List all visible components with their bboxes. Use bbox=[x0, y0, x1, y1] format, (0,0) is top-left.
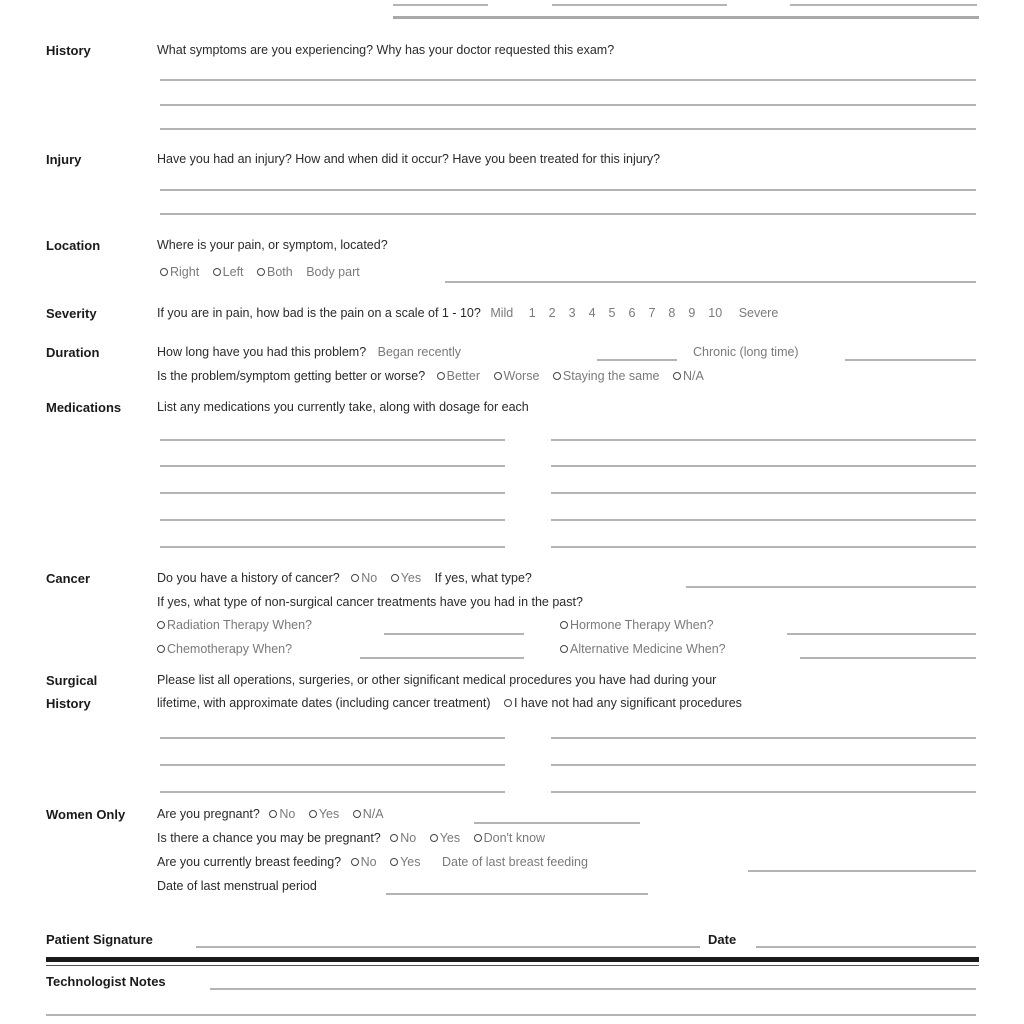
surg-left-line-2[interactable] bbox=[160, 764, 505, 766]
cancer-type-line[interactable] bbox=[686, 586, 976, 588]
radio-circle-icon bbox=[391, 574, 399, 582]
chance-yes-option[interactable]: Yes bbox=[430, 831, 460, 845]
radio-circle-icon bbox=[390, 858, 398, 866]
radiation-line[interactable] bbox=[384, 633, 524, 635]
severity-8[interactable]: 8 bbox=[668, 306, 676, 320]
duration-question bbox=[157, 345, 461, 359]
trend-na-option[interactable]: N/A bbox=[673, 369, 704, 383]
breastfeeding-date-line[interactable] bbox=[748, 870, 976, 872]
cancer-no-option[interactable]: No bbox=[351, 571, 377, 585]
no-procedures-option[interactable]: I have not had any significant procedures bbox=[504, 696, 742, 710]
breastfeeding-no-option[interactable]: No bbox=[351, 855, 377, 869]
radio-circle-icon bbox=[351, 858, 359, 866]
surg-right-line-1[interactable] bbox=[551, 737, 976, 739]
surgical-line-2-text: lifetime, with approximate dates (including cancer treatment) bbox=[157, 696, 491, 710]
section-divider-thin bbox=[46, 965, 979, 966]
breastfeeding-question: Are you currently breast feeding? bbox=[157, 855, 342, 869]
breastfeeding-yes-option[interactable]: Yes bbox=[390, 855, 420, 869]
location-both-option[interactable]: Both bbox=[257, 265, 293, 279]
hormone-option[interactable]: Hormone Therapy When? bbox=[560, 618, 714, 632]
body-part-line[interactable] bbox=[445, 281, 976, 283]
radio-circle-icon bbox=[269, 810, 277, 818]
chance-question: Is there a chance you may be pregnant? bbox=[157, 831, 381, 845]
chance-dontknow-option[interactable]: Don't know bbox=[474, 831, 545, 845]
radio-circle-icon bbox=[351, 574, 359, 582]
med-right-line-2[interactable] bbox=[551, 465, 976, 467]
chronic-line[interactable] bbox=[845, 359, 976, 361]
cancer-yes-option[interactable]: Yes bbox=[391, 571, 421, 585]
cancer-treatments-question: If yes, what type of non-surgical cancer treatments have you had in the past? bbox=[157, 595, 583, 609]
med-left-line-5[interactable] bbox=[160, 546, 505, 548]
radio-circle-icon bbox=[560, 621, 568, 629]
top-field-line-1[interactable] bbox=[393, 4, 488, 6]
history-label: History bbox=[46, 43, 91, 58]
chronic-label: Chronic (long time) bbox=[693, 345, 799, 359]
severity-5[interactable]: 5 bbox=[608, 306, 616, 320]
trend-question: Is the problem/symptom getting better or worse? bbox=[157, 369, 426, 383]
menstrual-label: Date of last menstrual period bbox=[157, 879, 317, 893]
duration-question-text: How long have you had this problem? bbox=[157, 345, 367, 359]
severity-6[interactable]: 6 bbox=[628, 306, 636, 320]
radio-circle-icon bbox=[560, 645, 568, 653]
pregnant-question: Are you pregnant? bbox=[157, 807, 260, 821]
med-left-line-4[interactable] bbox=[160, 519, 505, 521]
medications-label: Medications bbox=[46, 400, 122, 415]
radiation-option[interactable]: Radiation Therapy When? bbox=[157, 618, 312, 632]
severity-question-text: If you are in pain, how bad is the pain on a scale of 1 - 10? bbox=[157, 306, 481, 320]
radio-circle-icon bbox=[430, 834, 438, 842]
severity-max-label: Severe bbox=[738, 306, 779, 320]
radio-circle-icon bbox=[157, 645, 165, 653]
chemo-option[interactable]: Chemotherapy When? bbox=[157, 642, 292, 656]
pregnant-line[interactable] bbox=[474, 822, 640, 824]
alternative-option[interactable]: Alternative Medicine When? bbox=[560, 642, 726, 656]
trend-same-option[interactable]: Staying the same bbox=[553, 369, 660, 383]
severity-scale bbox=[529, 306, 739, 320]
location-label: Location bbox=[46, 238, 101, 253]
trend-better-option[interactable]: Better bbox=[437, 369, 480, 383]
technologist-notes-line-1[interactable] bbox=[210, 988, 976, 990]
radio-circle-icon bbox=[213, 268, 221, 276]
location-options bbox=[160, 265, 360, 279]
med-left-line-3[interactable] bbox=[160, 492, 505, 494]
hormone-line[interactable] bbox=[787, 633, 976, 635]
surg-left-line-1[interactable] bbox=[160, 737, 505, 739]
surgical-line-2-row bbox=[157, 696, 742, 710]
radio-circle-icon bbox=[390, 834, 398, 842]
history-question: What symptoms are you experiencing? Why has your doctor requested this exam? bbox=[157, 43, 615, 57]
severity-9[interactable]: 9 bbox=[688, 306, 696, 320]
injury-line-2[interactable] bbox=[160, 213, 976, 215]
radio-circle-icon bbox=[553, 372, 561, 380]
surgical-label-2: History bbox=[46, 696, 91, 711]
history-line-2[interactable] bbox=[160, 104, 976, 106]
alternative-line[interactable] bbox=[800, 657, 976, 659]
radio-circle-icon bbox=[437, 372, 445, 380]
severity-question bbox=[157, 306, 778, 320]
technologist-notes-label: Technologist Notes bbox=[46, 974, 166, 989]
section-divider bbox=[46, 957, 979, 962]
medications-question: List any medications you currently take, along with dosage for each bbox=[157, 400, 529, 414]
top-field-line-2[interactable] bbox=[552, 4, 727, 6]
began-recently-label: Began recently bbox=[377, 345, 462, 359]
top-divider bbox=[393, 16, 979, 19]
med-left-line-1[interactable] bbox=[160, 439, 505, 441]
location-left-option[interactable]: Left bbox=[213, 265, 244, 279]
injury-line-1[interactable] bbox=[160, 189, 976, 191]
history-line-3[interactable] bbox=[160, 128, 976, 130]
med-right-line-1[interactable] bbox=[551, 439, 976, 441]
severity-1[interactable]: 1 bbox=[528, 306, 536, 320]
med-left-line-2[interactable] bbox=[160, 465, 505, 467]
date-line[interactable] bbox=[756, 946, 976, 948]
women-only-label: Women Only bbox=[46, 807, 126, 822]
surgical-label-1: Surgical bbox=[46, 673, 98, 688]
location-question: Where is your pain, or symptom, located? bbox=[157, 238, 388, 252]
severity-label: Severity bbox=[46, 306, 97, 321]
breastfeeding-row bbox=[157, 855, 588, 869]
chance-row bbox=[157, 831, 555, 845]
severity-min-label: Mild bbox=[490, 306, 514, 320]
body-part-label: Body part bbox=[306, 265, 360, 279]
cancer-question: Do you have a history of cancer? bbox=[157, 571, 340, 585]
breastfeeding-date-label: Date of last breast feeding bbox=[441, 855, 588, 869]
technologist-notes-line-2[interactable] bbox=[46, 1014, 976, 1016]
menstrual-line[interactable] bbox=[386, 893, 648, 895]
cancer-question-row bbox=[157, 571, 532, 585]
severity-7[interactable]: 7 bbox=[648, 306, 656, 320]
radio-circle-icon bbox=[504, 699, 512, 707]
pregnant-no-option[interactable]: No bbox=[269, 807, 295, 821]
surgical-line-1-text: Please list all operations, surgeries, or other significant medical procedures you have had during your bbox=[157, 673, 717, 687]
pregnant-na-option[interactable]: N/A bbox=[353, 807, 384, 821]
med-right-line-3[interactable] bbox=[551, 492, 976, 494]
surg-right-line-3[interactable] bbox=[551, 791, 976, 793]
med-right-line-5[interactable] bbox=[551, 546, 976, 548]
patient-signature-line[interactable] bbox=[196, 946, 700, 948]
date-label: Date bbox=[708, 932, 737, 947]
cancer-type-label: If yes, what type? bbox=[434, 571, 532, 585]
radio-circle-icon bbox=[494, 372, 502, 380]
pregnant-row bbox=[157, 807, 394, 821]
med-right-line-4[interactable] bbox=[551, 519, 976, 521]
radio-circle-icon bbox=[257, 268, 265, 276]
radio-circle-icon bbox=[353, 810, 361, 818]
top-field-line-3[interactable] bbox=[790, 4, 977, 6]
chemo-line[interactable] bbox=[360, 657, 524, 659]
trend-question-row bbox=[157, 369, 714, 383]
severity-10[interactable]: 10 bbox=[708, 306, 723, 320]
radio-circle-icon bbox=[673, 372, 681, 380]
location-right-option[interactable]: Right bbox=[160, 265, 199, 279]
began-recently-line[interactable] bbox=[597, 359, 677, 361]
surg-right-line-2[interactable] bbox=[551, 764, 976, 766]
cancer-label: Cancer bbox=[46, 571, 91, 586]
history-line-1[interactable] bbox=[160, 79, 976, 81]
radio-circle-icon bbox=[157, 621, 165, 629]
injury-question: Have you had an injury? How and when did it occur? Have you been treated for this injury? bbox=[157, 152, 661, 166]
chance-no-option[interactable]: No bbox=[390, 831, 416, 845]
duration-label: Duration bbox=[46, 345, 100, 360]
trend-worse-option[interactable]: Worse bbox=[494, 369, 540, 383]
severity-4[interactable]: 4 bbox=[588, 306, 596, 320]
patient-signature-label: Patient Signature bbox=[46, 932, 153, 947]
pregnant-yes-option[interactable]: Yes bbox=[309, 807, 339, 821]
injury-label: Injury bbox=[46, 152, 82, 167]
severity-2[interactable]: 2 bbox=[548, 306, 556, 320]
radio-circle-icon bbox=[160, 268, 168, 276]
radio-circle-icon bbox=[474, 834, 482, 842]
radio-circle-icon bbox=[309, 810, 317, 818]
surg-left-line-3[interactable] bbox=[160, 791, 505, 793]
severity-3[interactable]: 3 bbox=[568, 306, 576, 320]
